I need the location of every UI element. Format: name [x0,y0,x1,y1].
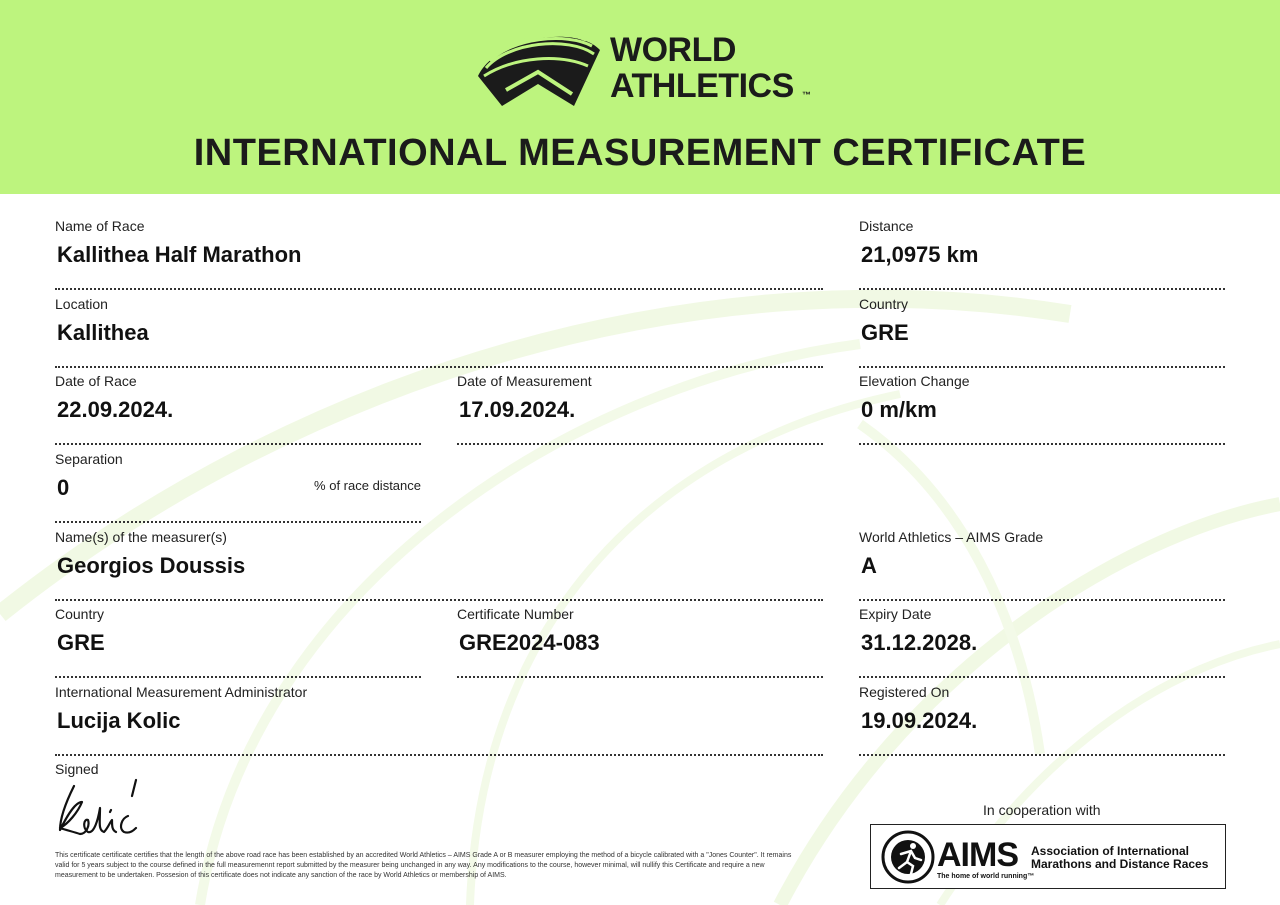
field-elevation-change [859,373,1225,445]
world-athletics-emblem-icon [476,28,604,106]
logo-line-world: WORLD [610,31,736,69]
field-date-of-measurement [457,373,823,445]
aims-name-line1: Association of International [1031,844,1190,858]
field-grade [859,529,1225,601]
country-race-value: GRE [861,320,909,345]
world-athletics-logo [476,28,816,108]
separation-label: Separation [55,451,123,467]
field-administrator [55,684,823,756]
date-of-measurement-value: 17.09.2024. [459,397,576,422]
field-measurers [55,529,823,601]
separation-value: 0 [57,475,70,500]
header-banner [0,0,1280,194]
race-name-value: Kallithea Half Marathon [57,242,302,267]
field-country-measurer [55,606,421,678]
field-race-name [55,218,823,290]
certificate-number-label: Certificate Number [457,606,574,622]
signed-label: Signed [55,761,99,777]
logo-line-athletics: ATHLETICS [610,67,794,105]
country-measurer-label: Country [55,606,105,622]
country-race-label: Country [859,296,909,312]
field-date-of-race [55,373,421,445]
elevation-change-value: 0 m/km [861,397,937,422]
certificate-number-value: GRE2024-083 [459,630,600,655]
distance-value: 21,0975 km [861,242,979,267]
aims-name-line2: Marathons and Distance Races [1031,857,1209,871]
elevation-change-label: Elevation Change [859,373,970,389]
expiry-date-label: Expiry Date [859,606,932,622]
expiry-date-value: 31.12.2028. [861,630,978,655]
trademark-mark: ™ [802,90,811,100]
logo-wordmark [610,32,794,104]
registered-on-label: Registered On [859,684,950,700]
location-value: Kallithea [57,320,149,345]
race-name-label: Name of Race [55,218,145,234]
aims-wordmark: AIMS [937,836,1018,874]
aims-runner-icon [881,830,935,884]
field-registered-on [859,684,1225,756]
distance-label: Distance [859,218,914,234]
administrator-label: International Measurement Administrator [55,684,308,700]
disclaimer-text: This certificate certificate certifies that the length of the above road race has been established by an accredited World Athletics – AIMS Grade A or B measurer employing the method of a bicycle calibrated with a "Jones Counter". It remains valid for 5 years subject to the course defined in the full measuremennt report submitted by the measurer being unchanged in any way. Any modifications to the course, however minimal, will nullify this Certificate and require a new measurement to be undertaken. Possesion of this certificate does not indicate any sanction of the race by World Athletics or membership of AIMS. [55,852,792,879]
field-location [55,296,823,368]
field-separation [55,451,421,523]
field-expiry-date [859,606,1225,678]
measurers-value: Georgios Doussis [57,553,246,578]
registered-on-value: 19.09.2024. [861,708,978,733]
date-of-race-label: Date of Race [55,373,137,389]
aims-full-name [1031,845,1208,871]
field-country-race [859,296,1225,368]
cooperation-label: In cooperation with [983,802,1101,818]
measurers-label: Name(s) of the measurer(s) [55,529,227,545]
field-certificate-number [457,606,823,678]
aims-logo-box [870,824,1226,889]
certificate-title: INTERNATIONAL MEASUREMENT CERTIFICATE [193,132,1087,174]
country-measurer-value: GRE [57,630,105,655]
date-of-measurement-label: Date of Measurement [457,373,592,389]
grade-value: A [861,553,877,578]
handwritten-signature [52,772,152,848]
location-label: Location [55,296,108,312]
date-of-race-value: 22.09.2024. [57,397,174,422]
grade-label: World Athletics – AIMS Grade [859,529,1044,545]
field-distance [859,218,1225,290]
administrator-value: Lucija Kolic [57,708,181,733]
separation-unit: % of race distance [314,478,421,493]
aims-tagline: The home of world running™ [937,873,1035,880]
